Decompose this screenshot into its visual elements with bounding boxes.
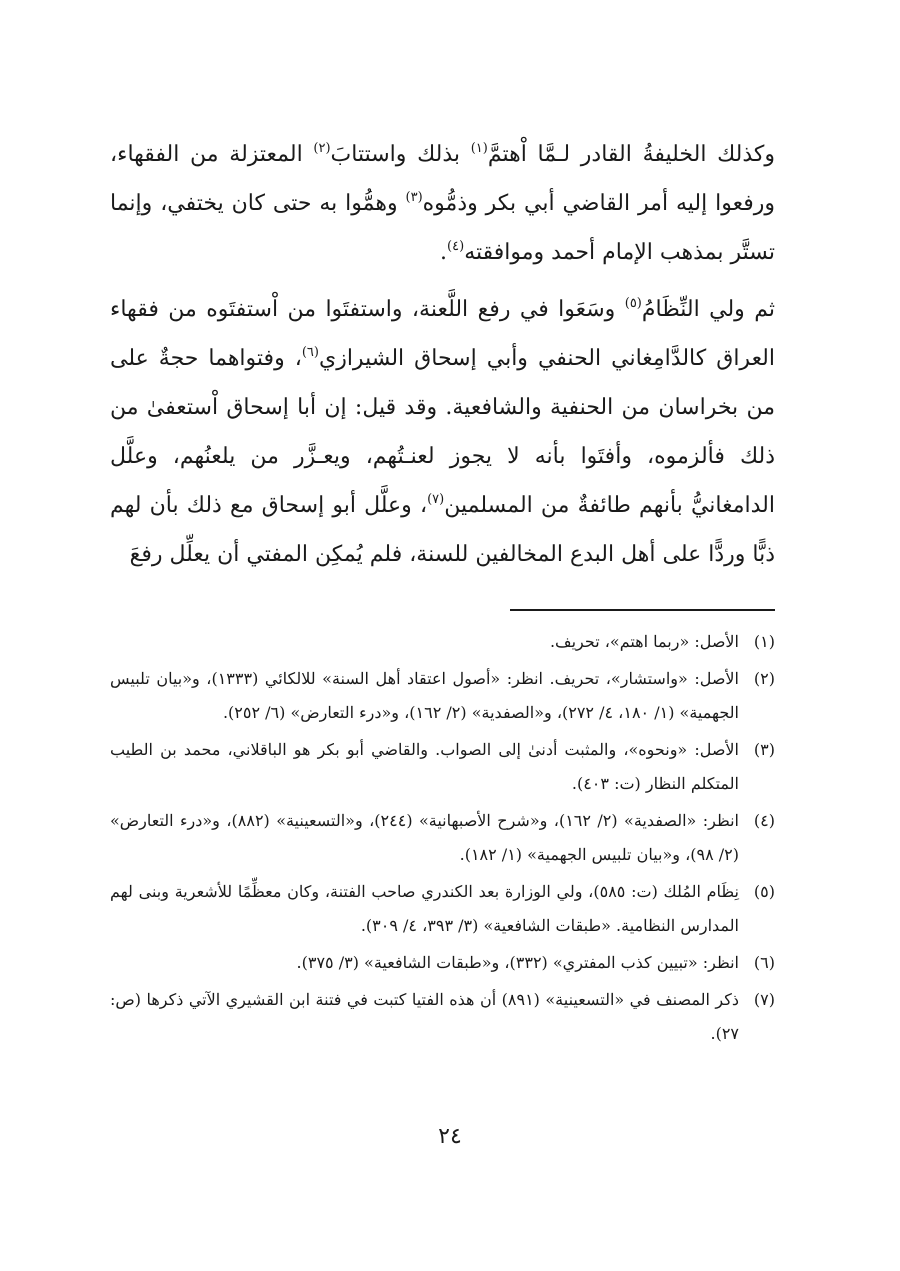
footnote-number: (٦): [753, 953, 775, 972]
footnote-ref-5[interactable]: (٥): [624, 296, 642, 311]
footnote-text: الأصل: «ربما اهتم»، تحريف.: [549, 632, 739, 651]
paragraph-1: [110, 130, 775, 277]
footnote-text: الأصل: «ونحوه»، والمثبت أدنىٰ إلى الصواب. والقاضي أبو بكر هو الباقلاني، محمد بن الطيب المتكلم النظار (ت: ٤٠٣).: [110, 740, 739, 793]
footnote-ref-7[interactable]: (٧): [427, 492, 445, 507]
footnote-text: انظر: «تبيين كذب المفتري» (٣٣٢)، و«طبقات الشافعية» (٣/ ٣٧٥).: [296, 953, 739, 972]
footnote-number: (٣): [753, 740, 775, 759]
footnote-text: ذكر المصنف في «التسعينية» (٨٩١) أن هذه الفتيا كتبت في فتنة ابن القشيري الآتي ذكرها (ص: ٢٧).: [110, 990, 740, 1043]
footnote-ref-6[interactable]: (٦): [301, 345, 319, 360]
footnote-ref-1[interactable]: (١): [470, 141, 488, 156]
footnote-ref-3[interactable]: (٣): [405, 190, 423, 205]
text-run: وهمُّوا به حتى كان يختفي، وإنما تستَّر بمذهب الإمام أحمد وموافقته: [110, 191, 775, 265]
footnote-number: (٥): [753, 882, 775, 901]
footnote-5: [110, 875, 775, 943]
text-run: ، وعلَّل أبو إسحاق مع ذلك بأن لهم ذبًّا وردًّا على أهل البدع المخالفين للسنة، فلم يُمكِن المفتي أن يعلِّل رفعَ: [110, 493, 775, 567]
footnote-divider: [510, 609, 775, 611]
footnote-7: [110, 983, 775, 1051]
footnote-ref-2[interactable]: (٢): [313, 141, 331, 156]
footnote-1: [110, 625, 775, 659]
main-text: [110, 130, 775, 579]
footnote-number: (٧): [753, 990, 775, 1009]
footnote-number: (٢): [753, 669, 775, 688]
paragraph-2: [110, 285, 775, 579]
text-run: ثم ولي النِّظَامُ: [641, 297, 775, 322]
text-run: المعتزلة من الفقهاء، ورفعوا إليه أمر القاضي أبي بكر وذمُّوه: [110, 142, 775, 216]
text-run: ، وفتواهما حجةٌ على من بخراسان من الحنفية والشافعية. وقد قيل: إن أبا إسحاق اْستعفىٰ من ذلك فألزموه، وأفتَوا بأنه لا يجوز لعنـتُهم، ويعـزَّر من يلعنُهم، وعلَّل الدامغانيُّ بأنهم طائفةٌ من المسلمين: [110, 346, 775, 518]
page-number: ٢٤: [438, 1124, 462, 1149]
text-run: .: [440, 240, 448, 265]
footnote-text: نِظَام المُلك (ت: ٥٨٥)، ولي الوزارة بعد الكندري صاحب الفتنة، وكان معظِّمًا للأشعرية وبنى لهم المدارس النظامية. «طبقات الشافعية» (٣/ ٣٩٣، ٤/ ٣٠٩).: [110, 882, 740, 935]
footnote-text: انظر: «الصفدية» (٢/ ١٦٢)، و«شرح الأصبهانية» (٢٤٤)، و«التسعينية» (٨٨٢)، و«درء التعارض» (٢/ ٩٨)، و«بيان تلبيس الجهمية» (١/ ١٨٢).: [110, 811, 739, 864]
footnote-2: [110, 662, 775, 730]
footnote-number: (٤): [753, 811, 775, 830]
footnotes-section: [110, 625, 775, 1051]
footnote-ref-4[interactable]: (٤): [447, 239, 465, 254]
text-run: وكذلك الخليفةُ القادر لـمَّا اْهتمَّ: [487, 142, 776, 167]
text-run: وسَعَوا في رفع اللَّعنة، واستفتَوا من اْستفتَوه من فقهاء العراق كالدَّامِغاني الحنفي وأبي إسحاق الشيرازي: [110, 297, 776, 371]
footnote-number: (١): [753, 632, 775, 651]
footnote-text: الأصل: «واستشار»، تحريف. انظر: «أصول اعتقاد أهل السنة» للالكائي (١٣٣٣)، و«بيان تلبيس الجهمية» (١/ ١٨٠، ٤/ ٢٧٢)، و«الصفدية» (٢/ ١٦٢)، و«درء التعارض» (٦/ ٢٥٢).: [110, 669, 739, 722]
footnote-4: [110, 804, 775, 872]
page-content: [110, 130, 775, 1054]
footnote-6: [110, 946, 775, 980]
footnote-3: [110, 733, 775, 801]
text-run: بذلك واستتابَ: [330, 142, 471, 167]
